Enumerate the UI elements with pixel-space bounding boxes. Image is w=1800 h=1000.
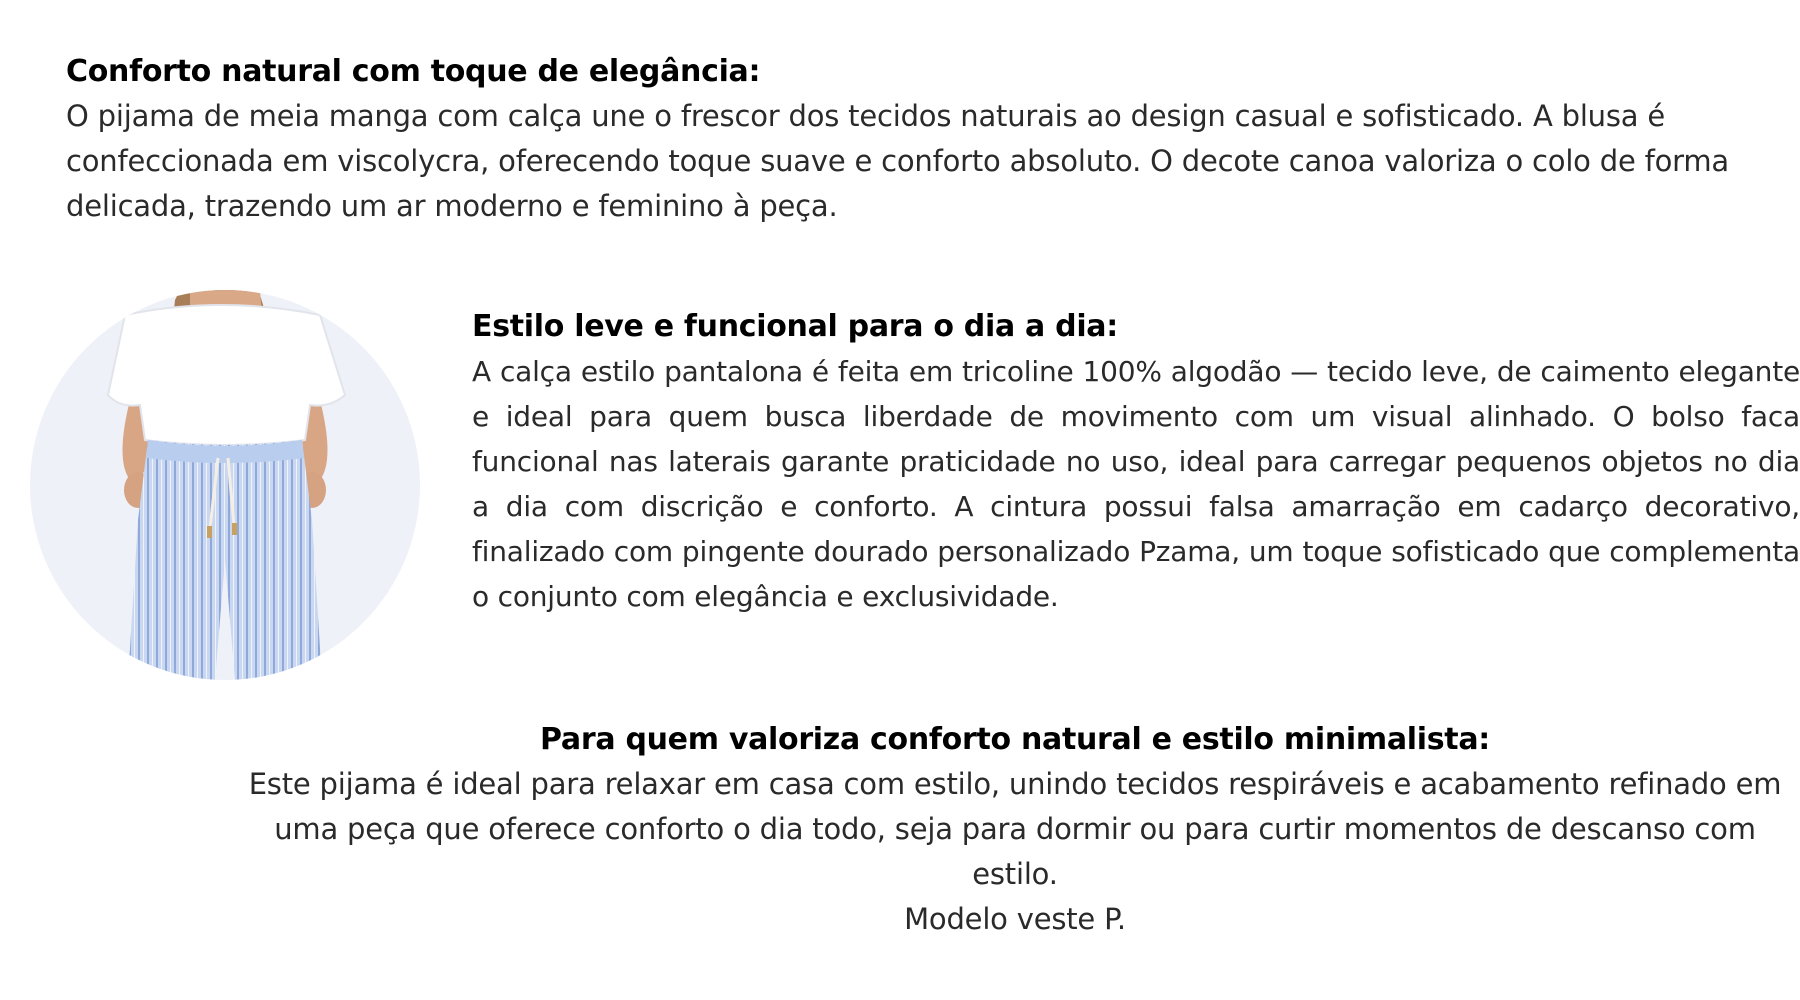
section-style-title: Estilo leve e funcional para o dia a dia:: [472, 309, 1118, 344]
section-minimalist-title: Para quem valoriza conforto natural e estilo minimalista:: [540, 722, 1490, 757]
section-comfort-title: Conforto natural com toque de elegância:: [66, 54, 761, 89]
section-comfort-body: O pijama de meia manga com calça une o frescor dos tecidos naturais ao design casual e sofisticado. A blusa é confeccionada em viscolycra, oferecendo toque suave e conforto absoluto. O decote canoa valoriza o colo de forma delicada, trazendo um ar moderno e feminino à peça.: [66, 99, 1729, 223]
section-minimalist: [230, 718, 1800, 942]
section-style-body: A calça estilo pantalona é feita em tricoline 100% algodão — tecido leve, de caimento elegante e ideal para quem busca liberdade de movimento com um visual alinhado. O bolso faca funcional nas laterais garante praticidade no uso, ideal para carregar pequenos objetos no dia a dia com discrição e conforto. A cintura possui falsa amarração em cadarço decorativo, finalizado com pingente dourado personalizado Pzama, um toque sofisticado que complementa o conjunto com elegância e exclusividade.: [472, 355, 1800, 613]
product-photo: [30, 290, 420, 680]
section-style: [472, 305, 1800, 619]
section-comfort: [66, 50, 1746, 229]
model-pajama-illustration: [30, 290, 420, 680]
section-minimalist-body: Este pijama é ideal para relaxar em casa com estilo, unindo tecidos respiráveis e acabamento refinado em uma peça que oferece conforto o dia todo, seja para dormir ou para curtir momentos de descanso com estilo.: [248, 767, 1782, 891]
model-size-note: Modelo veste P.: [904, 902, 1126, 936]
